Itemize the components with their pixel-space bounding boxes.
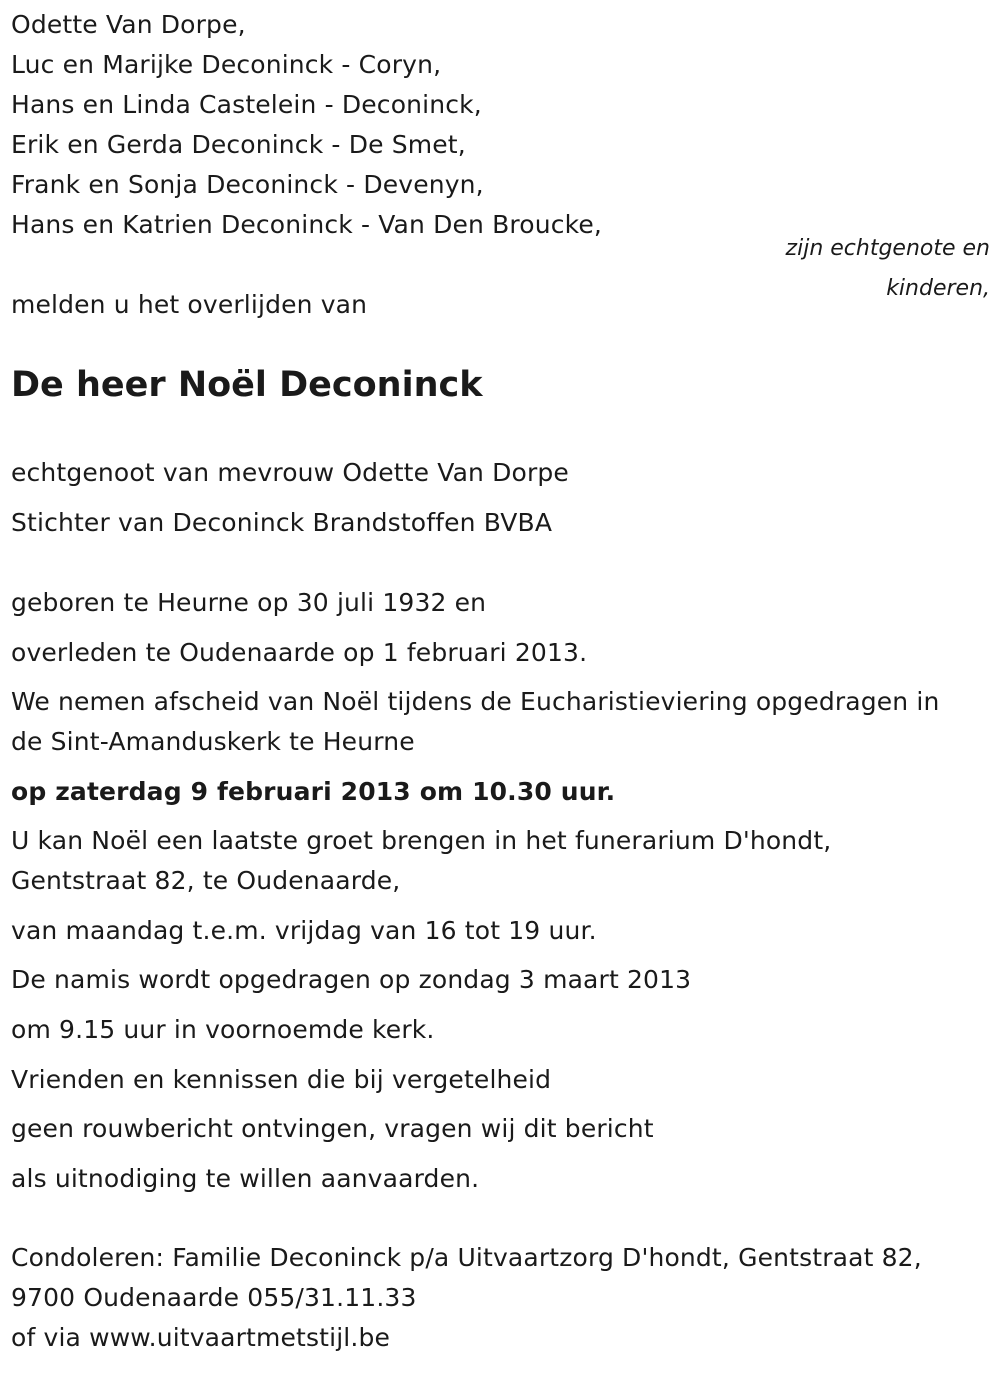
condolences-line-1: Condoleren: Familie Deconinck p/a Uitvaartzorg D'hondt, Gentstraat 82, [11, 1243, 922, 1272]
relation-line-1: zijn echtgenote en [785, 236, 990, 261]
friends-line-3: als uitnodiging te willen aanvaarden. [11, 1164, 480, 1193]
condolences-line-2: 9700 Oudenaarde 055/31.11.33 [11, 1283, 417, 1312]
founder-line: Stichter van Deconinck Brandstoffen BVBA [11, 508, 553, 537]
farewell-line-2: de Sint-Amanduskerk te Heurne [11, 727, 415, 756]
spouse-line: echtgenoot van mevrouw Odette Van Dorpe [11, 458, 569, 487]
born-line: geboren te Heurne op 30 juli 1932 en [11, 588, 487, 617]
family-name-5: Frank en Sonja Deconinck - Devenyn, [11, 170, 484, 199]
service-date: op zaterdag 9 februari 2013 om 10.30 uur. [11, 777, 616, 806]
died-line: overleden te Oudenaarde op 1 februari 2013. [11, 638, 588, 667]
friends-line-2: geen rouwbericht ontvingen, vragen wij dit bericht [11, 1114, 654, 1143]
deceased-name: De heer Noël Deconinck [11, 365, 483, 405]
family-name-6: Hans en Katrien Deconinck - Van Den Broucke, [11, 210, 602, 239]
visit-line-1: U kan Noël een laatste groet brengen in het funerarium D'hondt, [11, 826, 832, 855]
family-name-3: Hans en Linda Castelein - Deconinck, [11, 90, 482, 119]
condolences-line-3: of via www.uitvaartmetstijl.be [11, 1323, 391, 1352]
family-name-4: Erik en Gerda Deconinck - De Smet, [11, 130, 466, 159]
announce-text: melden u het overlijden van [11, 290, 368, 319]
visit-hours: van maandag t.e.m. vrijdag van 16 tot 19 uur. [11, 916, 597, 945]
relation-line-2: kinderen, [886, 276, 990, 301]
family-name-1: Odette Van Dorpe, [11, 10, 246, 39]
friends-line-1: Vrienden en kennissen die bij vergetelheid [11, 1065, 552, 1094]
mass-line-1: De namis wordt opgedragen op zondag 3 maart 2013 [11, 965, 692, 994]
farewell-line-1: We nemen afscheid van Noël tijdens de Eucharistieviering opgedragen in [11, 687, 940, 716]
mass-line-2: om 9.15 uur in voornoemde kerk. [11, 1015, 435, 1044]
visit-line-2: Gentstraat 82, te Oudenaarde, [11, 866, 401, 895]
family-name-2: Luc en Marijke Deconinck - Coryn, [11, 50, 442, 79]
